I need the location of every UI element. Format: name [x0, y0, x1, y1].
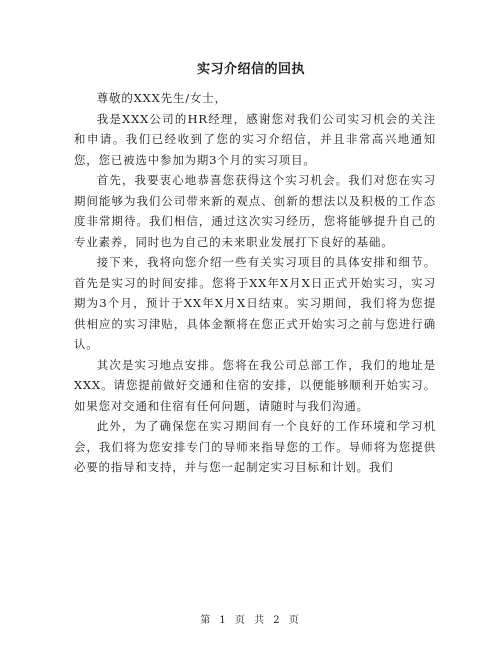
body-paragraph-intro: 我是XXX公司的HR经理，感谢您对我们公司实习机会的关注和申请。我们已经收到了您的实习介绍信，并且非常高兴地通知您，您已被选中参加为期3个月的实习项目。 — [74, 111, 436, 167]
salutation-paragraph: 尊敬的XXX先生/女士， — [96, 91, 227, 105]
document-body — [74, 88, 436, 478]
body-paragraph-schedule: 接下来，我将向您介绍一些有关实习项目的具体安排和细节。首先是实习的时间安排。您将于XX年X月X日正式开始实习，实习期为3个月，预计于XX年X月X日结束。实习期间，我们将为您提供相应的实习津贴，具体金额将在您正式开始实习之前与您进行确认。 — [74, 255, 436, 351]
body-paragraph-mentor: 此外，为了确保您在实习期间有一个良好的工作环境和学习机会，我们将为您安排专门的导师来指导您的工作。导师将为您提供必要的指导和支持，并与您一起制定实习目标和计划。我们 — [74, 419, 436, 474]
body-paragraph-location: 其次是实习地点安排。您将在我公司总部工作，我们的地址是XXX。请您提前做好交通和住宿的安排，以便能够顺利开始实习。如果您对交通和住宿有任何问题，请随时与我们沟通。 — [74, 357, 436, 413]
page-footer: 第 1 页 共 2 页 — [200, 615, 302, 626]
body-paragraph-congratulations: 首先，我要衷心地恭喜您获得这个实习机会。我们对您在实习期间能够为我们公司带来新的观点、创新的想法以及积极的工作态度非常期待。我们相信，通过这次实习经历，您将能够提升自己的专业素养，同时也为自己的未来职业发展打下良好的基础。 — [74, 173, 436, 249]
document-title: 实习介绍信的回执 — [196, 62, 305, 77]
